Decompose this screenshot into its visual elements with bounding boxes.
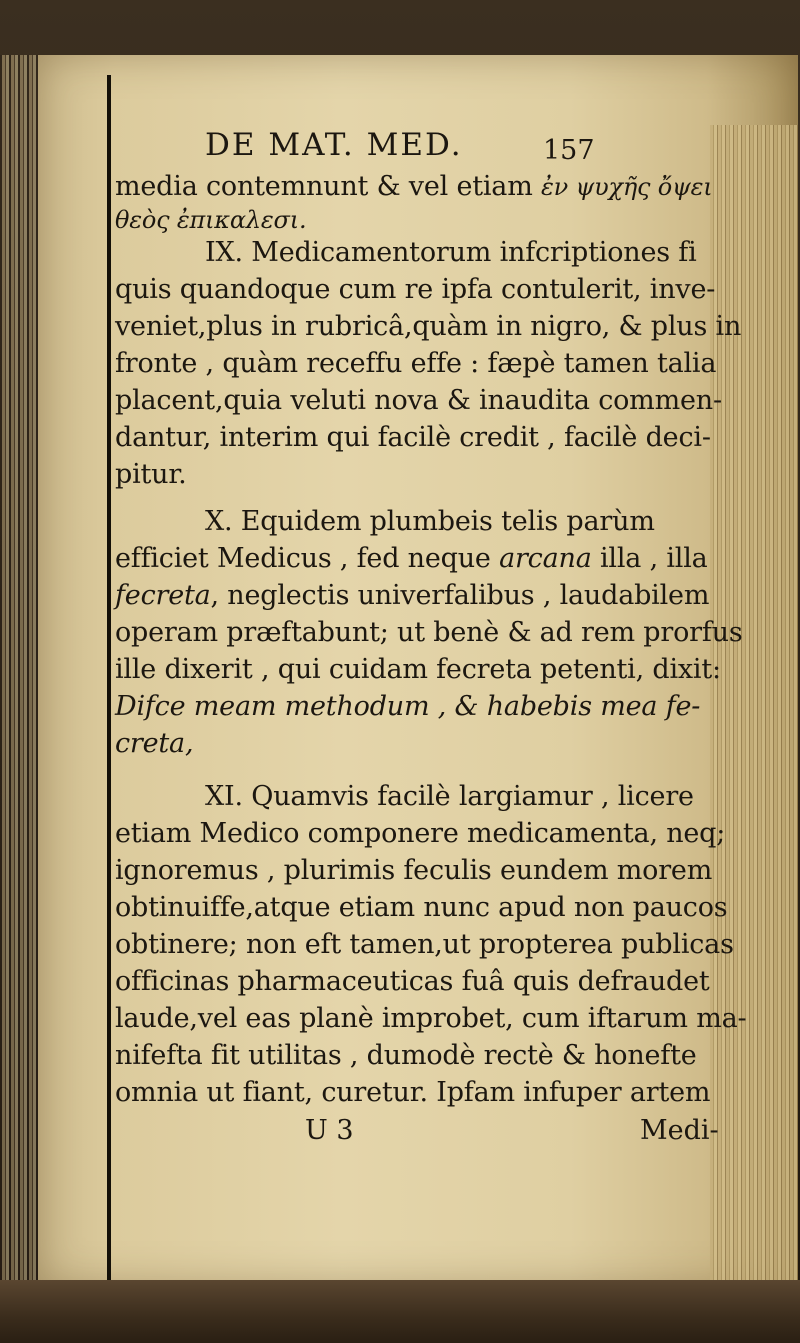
text-line: officinas pharmaceuticas fuâ quis defraudet — [115, 966, 710, 997]
text-line: ignoremus , plurimis feculis eundem morem — [115, 855, 713, 886]
text-line: etiam Medico componere medicamenta, neq; — [115, 818, 726, 849]
text-line: obtinere; non eft tamen,ut propterea publicas — [115, 929, 734, 960]
text-line: nifefta fit utilitas , dumodè rectè & honefte — [115, 1040, 697, 1071]
gutter-rule — [107, 75, 111, 1295]
section-x-line: X. Equidem plumbeis telis parùm — [205, 506, 655, 537]
catchword: Medi- — [640, 1115, 719, 1146]
quote-line-end: creta, — [115, 728, 194, 759]
text-line-1: media contemnunt & vel etiam ἐν ψυχῆς ὄψει — [115, 171, 713, 202]
text-line: operam præftabunt; ut benè & ad rem prorfus — [115, 617, 743, 648]
text-line: pitur. — [115, 459, 187, 490]
page-bottom-shadow — [0, 1280, 800, 1343]
page-edges — [710, 125, 798, 1325]
page-number: 157 — [543, 135, 595, 166]
section-xi-line: XI. Quamvis facilè largiamur , licere — [205, 781, 694, 812]
signature-mark: U 3 — [305, 1115, 354, 1146]
text-line: quis quandoque cum re ipfa contulerit, inve- — [115, 274, 716, 305]
greek-phrase: ἐν ψυχῆς ὄψει — [541, 173, 713, 201]
quote-line: Difce meam methodum , & habebis mea fe- — [115, 691, 701, 722]
text-line: fecreta, neglectis univerfalibus , laudabilem — [115, 580, 710, 611]
text-line: fronte , quàm receffu effe : fæpè tamen talia — [115, 348, 717, 379]
text-line: ille dixerit , qui cuidam fecreta petenti, dixit: — [115, 654, 721, 685]
running-head: DE MAT. MED. — [205, 127, 463, 163]
text-line-greek: θεὸς ἐπικαλεσι. — [115, 206, 307, 234]
text-line: efficiet Medicus , fed neque arcana illa , illa — [115, 543, 708, 574]
text-line: obtinuiffe,atque etiam nunc apud non paucos — [115, 892, 728, 923]
section-ix-line: IX. Medicamentorum infcriptiones fi — [205, 237, 697, 268]
text-line: veniet,plus in rubricâ,quàm in nigro, & plus in — [115, 311, 742, 342]
text-line: laude,vel eas planè improbet, cum iftarum ma- — [115, 1003, 747, 1034]
text-line: dantur, interim qui facilè credit , facilè deci- — [115, 422, 711, 453]
text-line: omnia ut fiant, curetur. Ipfam infuper artem — [115, 1077, 711, 1108]
text-line: placent,quia veluti nova & inaudita commen- — [115, 385, 722, 416]
